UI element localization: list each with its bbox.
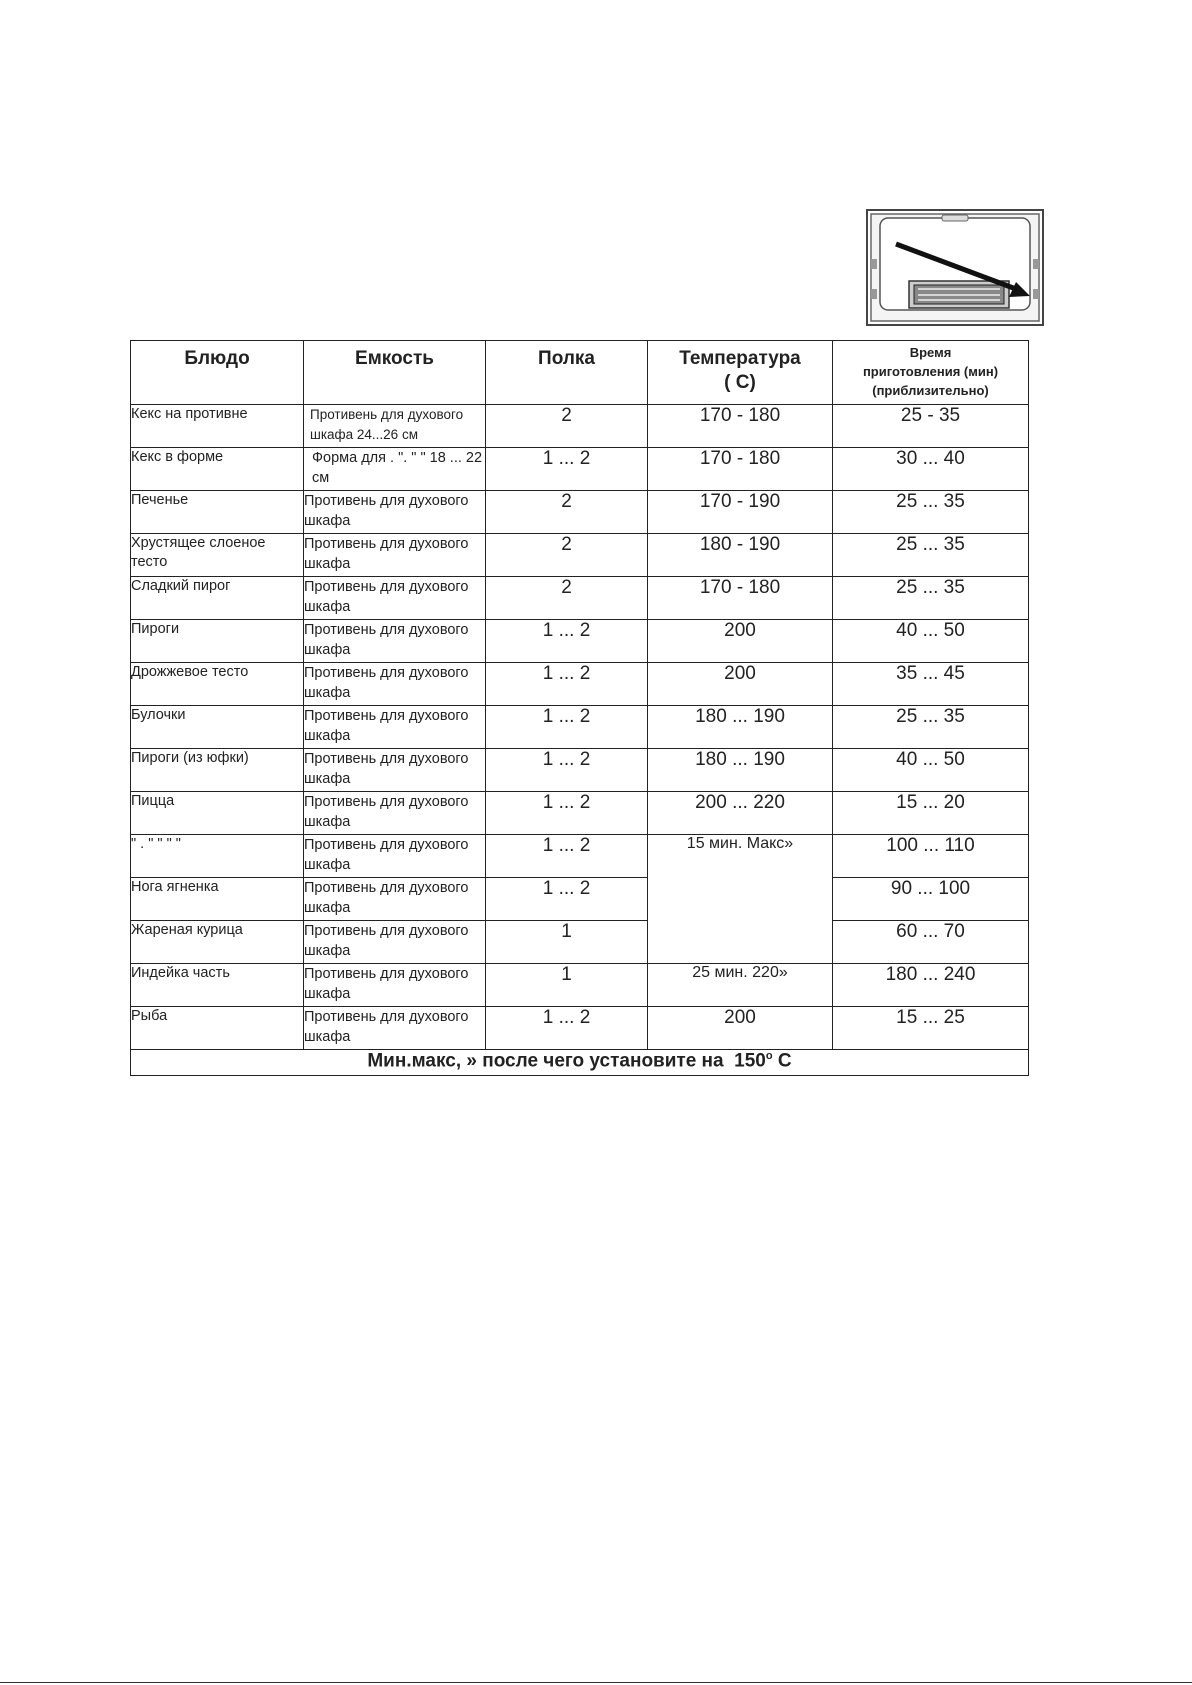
temperature-cell: 180 ... 190: [648, 749, 833, 792]
shelf-cell: 1: [486, 964, 648, 1007]
shelf-cell: 2: [486, 405, 648, 448]
container-cell: Противень для духового шкафа: [304, 921, 486, 964]
dish-cell: Кекс на противне: [131, 405, 304, 448]
shelf-cell: 1 ... 2: [486, 448, 648, 491]
temperature-cell: 180 - 190: [648, 534, 833, 577]
time-cell: 25 ... 35: [833, 577, 1029, 620]
shelf-cell: 1 ... 2: [486, 1007, 648, 1050]
temperature-cell: 200: [648, 663, 833, 706]
dish-cell: Индейка часть: [131, 964, 304, 1007]
header-container: Емкость: [304, 341, 486, 405]
header-time-line2: приготовления (мин): [862, 364, 999, 379]
dish-cell: Рыба: [131, 1007, 304, 1050]
page-bottom-rule: [0, 1682, 1192, 1683]
table-row: [131, 706, 1029, 749]
time-cell: 100 ... 110: [833, 835, 1029, 878]
time-cell: 15 ... 20: [833, 792, 1029, 835]
header-temperature: [648, 341, 833, 405]
container-cell: Противень для духового шкафа: [304, 792, 486, 835]
table-row: [131, 921, 1029, 964]
time-cell: 25 - 35: [833, 405, 1029, 448]
container-cell: Противень для духового шкафа: [304, 878, 486, 921]
dish-cell: Пицца: [131, 792, 304, 835]
shelf-cell: 2: [486, 534, 648, 577]
temperature-cell: 180 ... 190: [648, 706, 833, 749]
temperature-cell-merged: 15 мин. Макс»: [648, 835, 833, 964]
time-cell: 40 ... 50: [833, 749, 1029, 792]
dish-cell: Дрожжевое тесто: [131, 663, 304, 706]
table-header-row: [131, 341, 1029, 405]
footer-value: 150: [734, 1050, 766, 1072]
dish-cell: Пироги: [131, 620, 304, 663]
dish-cell: Кекс в форме: [131, 448, 304, 491]
temperature-cell: 200: [648, 620, 833, 663]
dish-cell: Пироги (из юфки): [131, 749, 304, 792]
temperature-cell: 200 ... 220: [648, 792, 833, 835]
temperature-cell: 170 - 180: [648, 405, 833, 448]
dish-cell: Печенье: [131, 491, 304, 534]
table-row: [131, 878, 1029, 921]
table-row: [131, 1007, 1029, 1050]
temperature-cell: 170 - 180: [648, 448, 833, 491]
container-cell: Противень для духового шкафа: [304, 706, 486, 749]
footer-note: [131, 1050, 1029, 1076]
shelf-cell: 1 ... 2: [486, 749, 648, 792]
header-shelf: Полка: [486, 341, 648, 405]
temperature-cell: 170 - 190: [648, 491, 833, 534]
time-cell: 30 ... 40: [833, 448, 1029, 491]
dish-cell: Жареная курица: [131, 921, 304, 964]
shelf-cell: 1 ... 2: [486, 620, 648, 663]
shelf-cell: 2: [486, 577, 648, 620]
time-cell: 25 ... 35: [833, 534, 1029, 577]
time-cell: 25 ... 35: [833, 491, 1029, 534]
table-footer-row: [131, 1050, 1029, 1076]
header-temperature-label: Температура: [679, 348, 801, 369]
cooking-table: [130, 340, 1029, 1076]
container-cell: Противень для духового шкафа: [304, 964, 486, 1007]
header-temperature-unit: ( С): [724, 372, 756, 393]
container-cell: Противень для духового шкафа: [304, 663, 486, 706]
shelf-cell: 1 ... 2: [486, 663, 648, 706]
dish-cell: Булочки: [131, 706, 304, 749]
table-row: [131, 405, 1029, 448]
container-cell: Противень для духового шкафа: [304, 577, 486, 620]
table-row: [131, 792, 1029, 835]
table-row: [131, 835, 1029, 878]
dish-cell: " . " " " ": [131, 835, 304, 878]
container-cell: Противень для духового шкафа: [304, 835, 486, 878]
footer-unit: С: [777, 1050, 792, 1072]
container-cell: Противень для духового шкафа: [304, 620, 486, 663]
time-cell: 90 ... 100: [833, 878, 1029, 921]
shelf-cell: 1: [486, 921, 648, 964]
header-time-line1: Время: [909, 345, 952, 360]
header-time-line3: (приблизительно): [872, 383, 989, 398]
shelf-cell: 1 ... 2: [486, 792, 648, 835]
time-cell: 180 ... 240: [833, 964, 1029, 1007]
oven-illustration: [866, 209, 1044, 326]
container-cell: Противень для духового шкафа: [304, 749, 486, 792]
table-row: [131, 491, 1029, 534]
footer-text: Мин.макс, » после чего установите на: [367, 1050, 724, 1072]
table-row: [131, 448, 1029, 491]
container-cell: Противень для духового шкафа 24...26 см: [304, 405, 486, 448]
dish-cell: Сладкий пирог: [131, 577, 304, 620]
table-row: [131, 749, 1029, 792]
table-row: [131, 577, 1029, 620]
temperature-cell: 170 - 180: [648, 577, 833, 620]
dish-cell: Хрустящее слоеное тесто: [131, 534, 304, 577]
footer-degree: o: [765, 1050, 773, 1062]
shelf-cell: 1 ... 2: [486, 878, 648, 921]
table-row: [131, 964, 1029, 1007]
time-cell: 40 ... 50: [833, 620, 1029, 663]
dish-cell: Нога ягненка: [131, 878, 304, 921]
time-cell: 35 ... 45: [833, 663, 1029, 706]
time-cell: 25 ... 35: [833, 706, 1029, 749]
container-cell: Противень для духового шкафа: [304, 534, 486, 577]
container-cell: Форма для . ". " " 18 ... 22 см: [304, 448, 486, 491]
header-time: [833, 341, 1029, 405]
container-cell: Противень для духового шкафа: [304, 491, 486, 534]
shelf-cell: 2: [486, 491, 648, 534]
table-row: [131, 663, 1029, 706]
shelf-cell: 1 ... 2: [486, 835, 648, 878]
temperature-cell: 200: [648, 1007, 833, 1050]
header-dish: Блюдо: [131, 341, 304, 405]
time-cell: 60 ... 70: [833, 921, 1029, 964]
temperature-cell: 25 мин. 220»: [648, 964, 833, 1007]
table-row: [131, 620, 1029, 663]
time-cell: 15 ... 25: [833, 1007, 1029, 1050]
table-row: [131, 534, 1029, 577]
container-cell: Противень для духового шкафа: [304, 1007, 486, 1050]
shelf-cell: 1 ... 2: [486, 706, 648, 749]
